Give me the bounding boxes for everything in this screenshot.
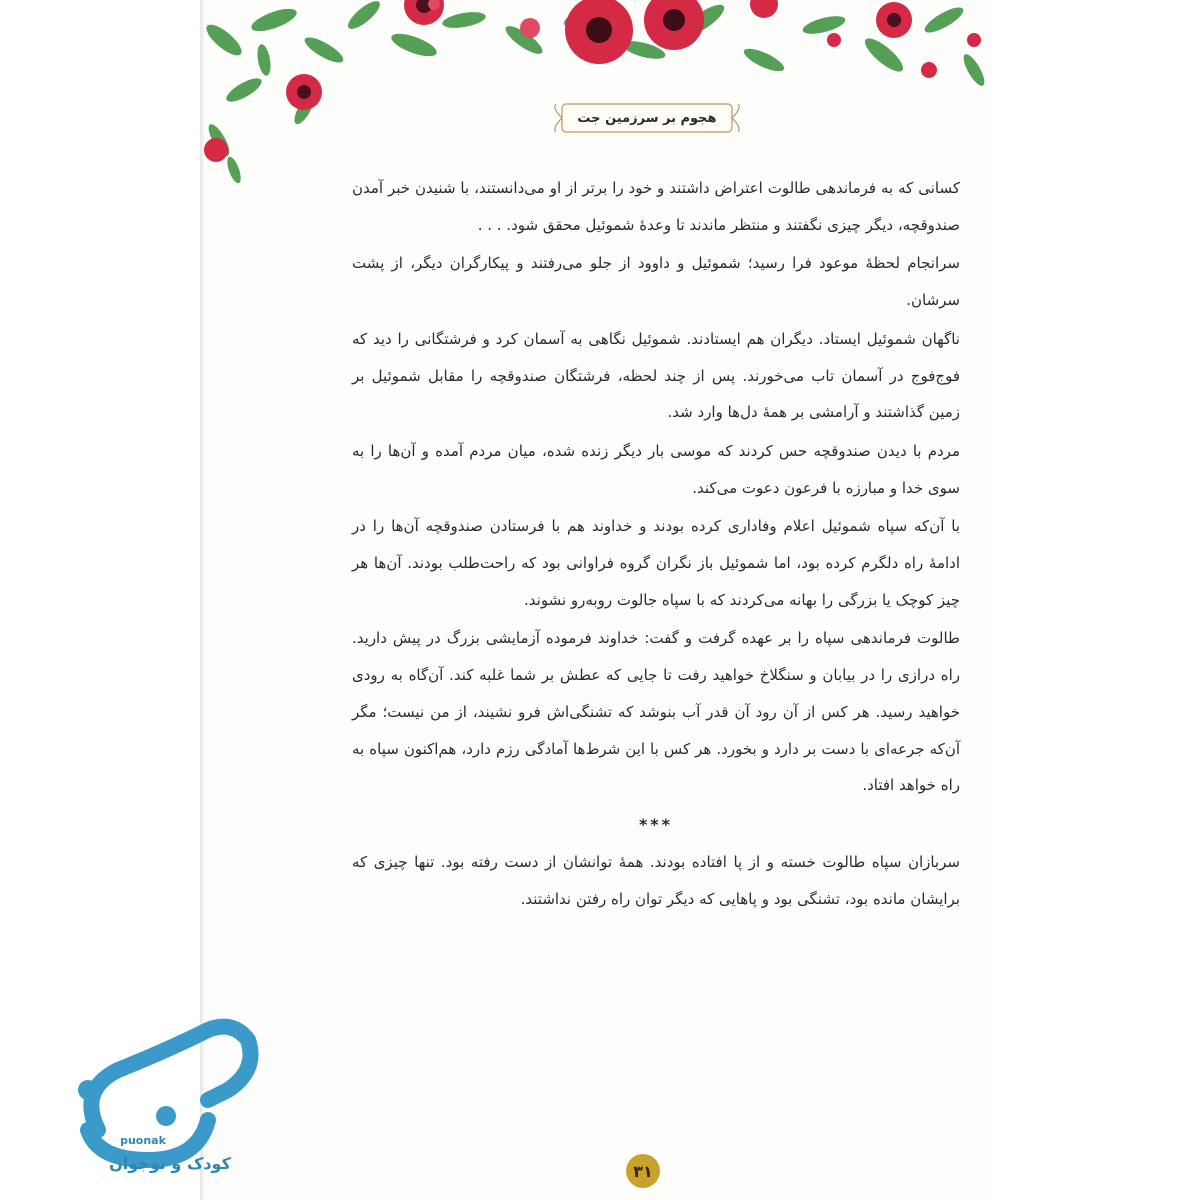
chapter-body-text — [352, 170, 960, 919]
paragraph: سربازان سپاه طالوت خسته و از پا افتاده بودند. همهٔ توانشان از دست رفته بود. تنها چیزی که برایشان مانده بود، تشنگی بود و پاهایی که دیگر توان راه رفتن نداشتند. — [352, 852, 960, 908]
floral-border-illustration — [204, 0, 992, 190]
paragraph: طالوت فرماندهی سپاه را بر عهده گرفت و گفت: خداوند فرموده آزمایشی بزرگ در پیش دارید. راه درازی را در بیابان و سنگلاخ خواهید رفت تا جایی که عطش بر شما غلبه کند. آن‌گاه به رودی خواهید رسید. هر کس از آن رود آن قدر آب بنوشد که تشنگی‌اش فرو نشیند، از من نیست؛ مگر آن‌که جرعه‌ای با دست بر دارد و بخورد. هر کس با این شرط‌ها آمادگی رزم دارد، هم‌اکنون سپاه به راه خواهد افتاد. — [352, 629, 960, 795]
page-number: ۳۱ — [626, 1154, 660, 1188]
book-page — [204, 0, 992, 1200]
paragraph: با آن‌که سپاه شموئیل اعلام وفاداری کرده بودند و خداوند هم با فرستادن صندوقچه آن‌ها را در ادامهٔ راه دلگرم کرده بود، اما شموئیل باز نگران گروه فراوانی بود که راحت‌طلب بودند. آن‌ها هر چیز کوچک یا بزرگی را بهانه می‌کردند که با سپاه جالوت روبه‌رو نشوند. — [352, 517, 960, 609]
paragraph: ناگهان شموئیل ایستاد. دیگران هم ایستادند. شموئیل نگاهی به آسمان کرد و فرشتگانی را دید که فوج‌فوج در آسمان تاب می‌خورند. پس از چند لحظه، فرشتگان صندوقچه را مقابل شموئیل بر زمین گذاشتند و آرامشی بر همهٔ دل‌ها وارد شد. — [352, 329, 960, 422]
paragraph: کسانی که به فرماندهی طالوت اعتراض داشتند و خود را برتر از او می‌دانستند، با شنیدن خبر آمدن صندوقچه، دیگر چیزی نگفتند و منتظر ماندند تا وعدهٔ شموئیل محقق شود. . . . — [352, 179, 960, 234]
logo-tagline: کودک و نوجوان — [109, 1154, 231, 1173]
logo-latin-name: puonak — [120, 1134, 166, 1147]
paragraph: سرانجام لحظهٔ موعود فرا رسید؛ شموئیل و داوود از جلو می‌رفتند و پیکارگران دیگر، از پشت سرشان. — [352, 254, 960, 310]
running-header-title: هجوم بر سرزمین جت — [577, 110, 717, 126]
section-separator: *** — [638, 814, 674, 834]
paragraph: مردم با دیدن صندوقچه حس کردند که موسی بار دیگر زنده شده، میان مردم آمده و آن‌ها را به سوی خدا و مبارزه با فرعون دعوت می‌کند. — [352, 441, 960, 497]
